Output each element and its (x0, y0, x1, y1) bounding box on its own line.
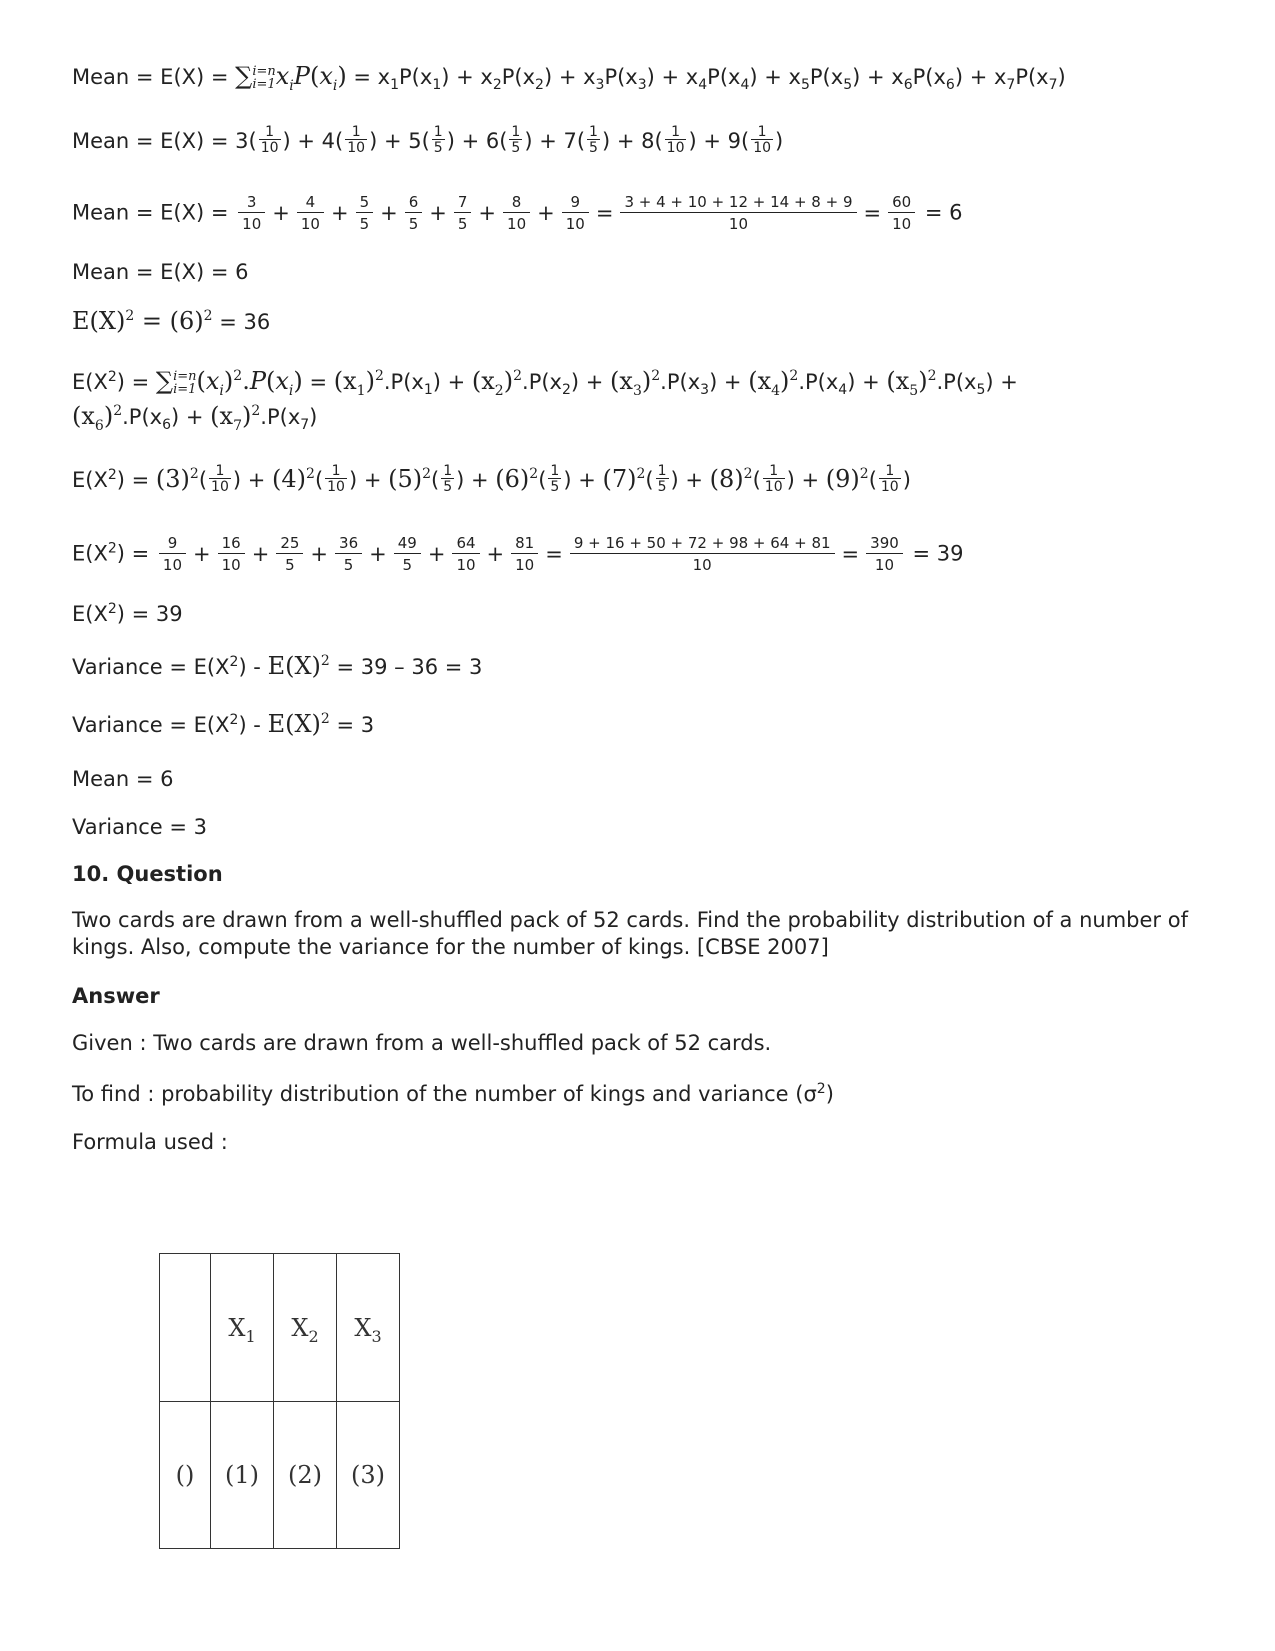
question-text: Two cards are drawn from a well-shuffled pack of 52 cards. Find the probability distribution of a number of kings. Also, compute the variance for the number of kings. [CBSE 2007] (72, 908, 1188, 959)
fraction: $\frac{5}{5}$ (358, 193, 372, 234)
answer-given: Given : Two cards are drawn from a well-shuffled pack of 52 cards. (72, 1031, 772, 1055)
fraction: $\frac{64}{10}$ (454, 534, 477, 575)
fraction: $\frac{3 + 4 + 10 + 12 + 14 + 8 + 9}{10}$ (622, 193, 854, 234)
fraction: $\frac{1}{10}$ (764, 463, 783, 495)
table-cell: (1) (211, 1402, 274, 1549)
fraction: $\frac{9 + 16 + 50 + 72 + 98 + 64 + 81}{10}$ (572, 534, 833, 575)
fraction: $\frac{81}{10}$ (513, 534, 536, 575)
table-header-cell: $X_3$ (337, 1254, 400, 1402)
fraction: $\frac{1}{5}$ (511, 124, 521, 156)
fraction: $\frac{1}{10}$ (753, 124, 772, 156)
fraction: $\frac{3}{10}$ (240, 193, 263, 234)
mean-fraction-line: Mean = E(X) = $\frac{3}{10}$ + $\frac{4}{10}$ + $\frac{5}{5}$ + $\frac{6}{5}$ + $\frac{7}{5}$ + $\frac{8}{10}$ + $\frac{9}{10}$ = $\frac{3 + 4 + 10 + 12 + 14 + 8 + 9}{10}$ = $\frac{60}{10}$ = 6 (72, 193, 963, 233)
fraction: $\frac{1}{10}$ (211, 463, 229, 495)
table-header-cell (160, 1254, 211, 1402)
fraction: $\frac{6}{5}$ (407, 193, 421, 234)
table-cell: (3) (337, 1402, 400, 1549)
fraction: $\frac{1}{5}$ (657, 463, 667, 495)
fraction: $\frac{36}{5}$ (337, 534, 360, 575)
fraction: $\frac{16}{10}$ (220, 534, 243, 575)
variance-summary: Variance = 3 (72, 815, 208, 839)
fraction: $\frac{9}{10}$ (564, 193, 587, 234)
formula-used-label: Formula used : (72, 1130, 228, 1154)
mean-result-line: Mean = E(X) = 6 (72, 260, 249, 284)
fraction: $\frac{1}{10}$ (327, 463, 345, 495)
fraction: $\frac{1}{10}$ (260, 124, 279, 156)
fraction: $\frac{1}{10}$ (347, 124, 366, 156)
variance-formula-line: Variance = $E(X^2) - E(X)^2 = 3$ (72, 710, 375, 738)
fraction: $\frac{1}{5}$ (433, 124, 443, 156)
question-heading: 10. Question (72, 862, 223, 886)
mean-definition-line: Mean = E(X) = ∑ i=n i=1 $x_iP(x_i) = x_1P(x_1) + x_2P(x_2) + x_3P(x_3) + x_4P(x_4) + x_5P(x_5) + x_6P(x_6) + x_7P(x_7)$ (72, 62, 1066, 94)
ex2-fraction-line: $E(X^2)$ = $\frac{9}{10}$ + $\frac{16}{10}$ + $\frac{25}{5}$ + $\frac{36}{5}$ + $\frac{49}{5}$ + $\frac{64}{10}$ + $\frac{81}{10}$ = $\frac{9 + 16 + 50 + 72 + 98 + 64 + 81}{10}$ = $\frac{390}{10}$ = 39 (72, 534, 964, 574)
ex2-definition-line: $E(X^2)$ = ∑ i=n i=1 $(x_i)^2.P(x_i) = (x_1)^2.P(x_1) + (x_2)^2.P(x_2) + (x_3)^2.P(x_3) + (x_4)^2.P(x_4) + (x_5)^2.P(x_5)$ + (72, 367, 1018, 399)
ex2-substitution-line: $E(X^2) = (3)^2$( $\frac{1}{10}$ ) + $(4)^2$( $\frac{1}{10}$ ) + $(5)^2$( $\frac{1}{5}$ ) + $(6)^2$( $\frac{1}{5}$ ) + $(7)^2$( $\frac{1}{5}$ ) + $(8)^2$( $\frac{1}{10}$ ) + $(9)^2$( $\frac{1}{10}$ ) (72, 463, 911, 495)
fraction: $\frac{1}{10}$ (666, 124, 685, 156)
variance-calc-line: Variance = $E(X^2) - E(X)^2 = 39 - 36 = 3$ (72, 652, 483, 680)
fraction: $\frac{1}{5}$ (443, 463, 453, 495)
answer-to-find: To find : probability distribution of the number of kings and variance $(\sigma^2)$ (72, 1081, 834, 1106)
fraction: $\frac{7}{5}$ (456, 193, 470, 234)
mean-substitution-line: Mean = E(X) = 3( $\frac{1}{10}$ ) + 4( $\frac{1}{10}$ ) + 5( $\frac{1}{5}$ ) + 6( $\frac{1}{5}$ ) + 7( $\frac{1}{5}$ ) + 8( $\frac{1}{10}$ ) + 9( $\frac{1}{10}$ ) (72, 124, 784, 156)
fraction: $\frac{8}{10}$ (505, 193, 528, 234)
fraction: $\frac{49}{5}$ (396, 534, 419, 575)
fraction: $\frac{60}{10}$ (890, 193, 913, 234)
ex-squared-line: $E(X)^2 = (6)^2 = 36$ (72, 307, 271, 335)
ex2-definition-line-cont: $(x_6)^2.P(x_6) + (x_7)^2.P(x_7)$ (72, 402, 318, 434)
fraction: $\frac{1}{10}$ (880, 463, 899, 495)
fraction: $\frac{4}{10}$ (299, 193, 322, 234)
answer-heading: Answer (72, 984, 160, 1008)
table-header-cell: $X_1$ (211, 1254, 274, 1402)
table-cell: () (160, 1402, 211, 1549)
ex2-result-line: $E(X^2) = 39$ (72, 601, 183, 626)
fraction: $\frac{1}{5}$ (589, 124, 598, 156)
fraction: $\frac{9}{10}$ (161, 534, 184, 575)
formula-table (159, 1253, 400, 1549)
fraction: $\frac{25}{5}$ (278, 534, 301, 575)
mean-summary: Mean = 6 (72, 767, 174, 791)
table-cell: (2) (274, 1402, 337, 1549)
fraction: $\frac{1}{5}$ (550, 463, 560, 495)
fraction: $\frac{390}{10}$ (868, 534, 901, 575)
table-header-cell: $X_2$ (274, 1254, 337, 1402)
